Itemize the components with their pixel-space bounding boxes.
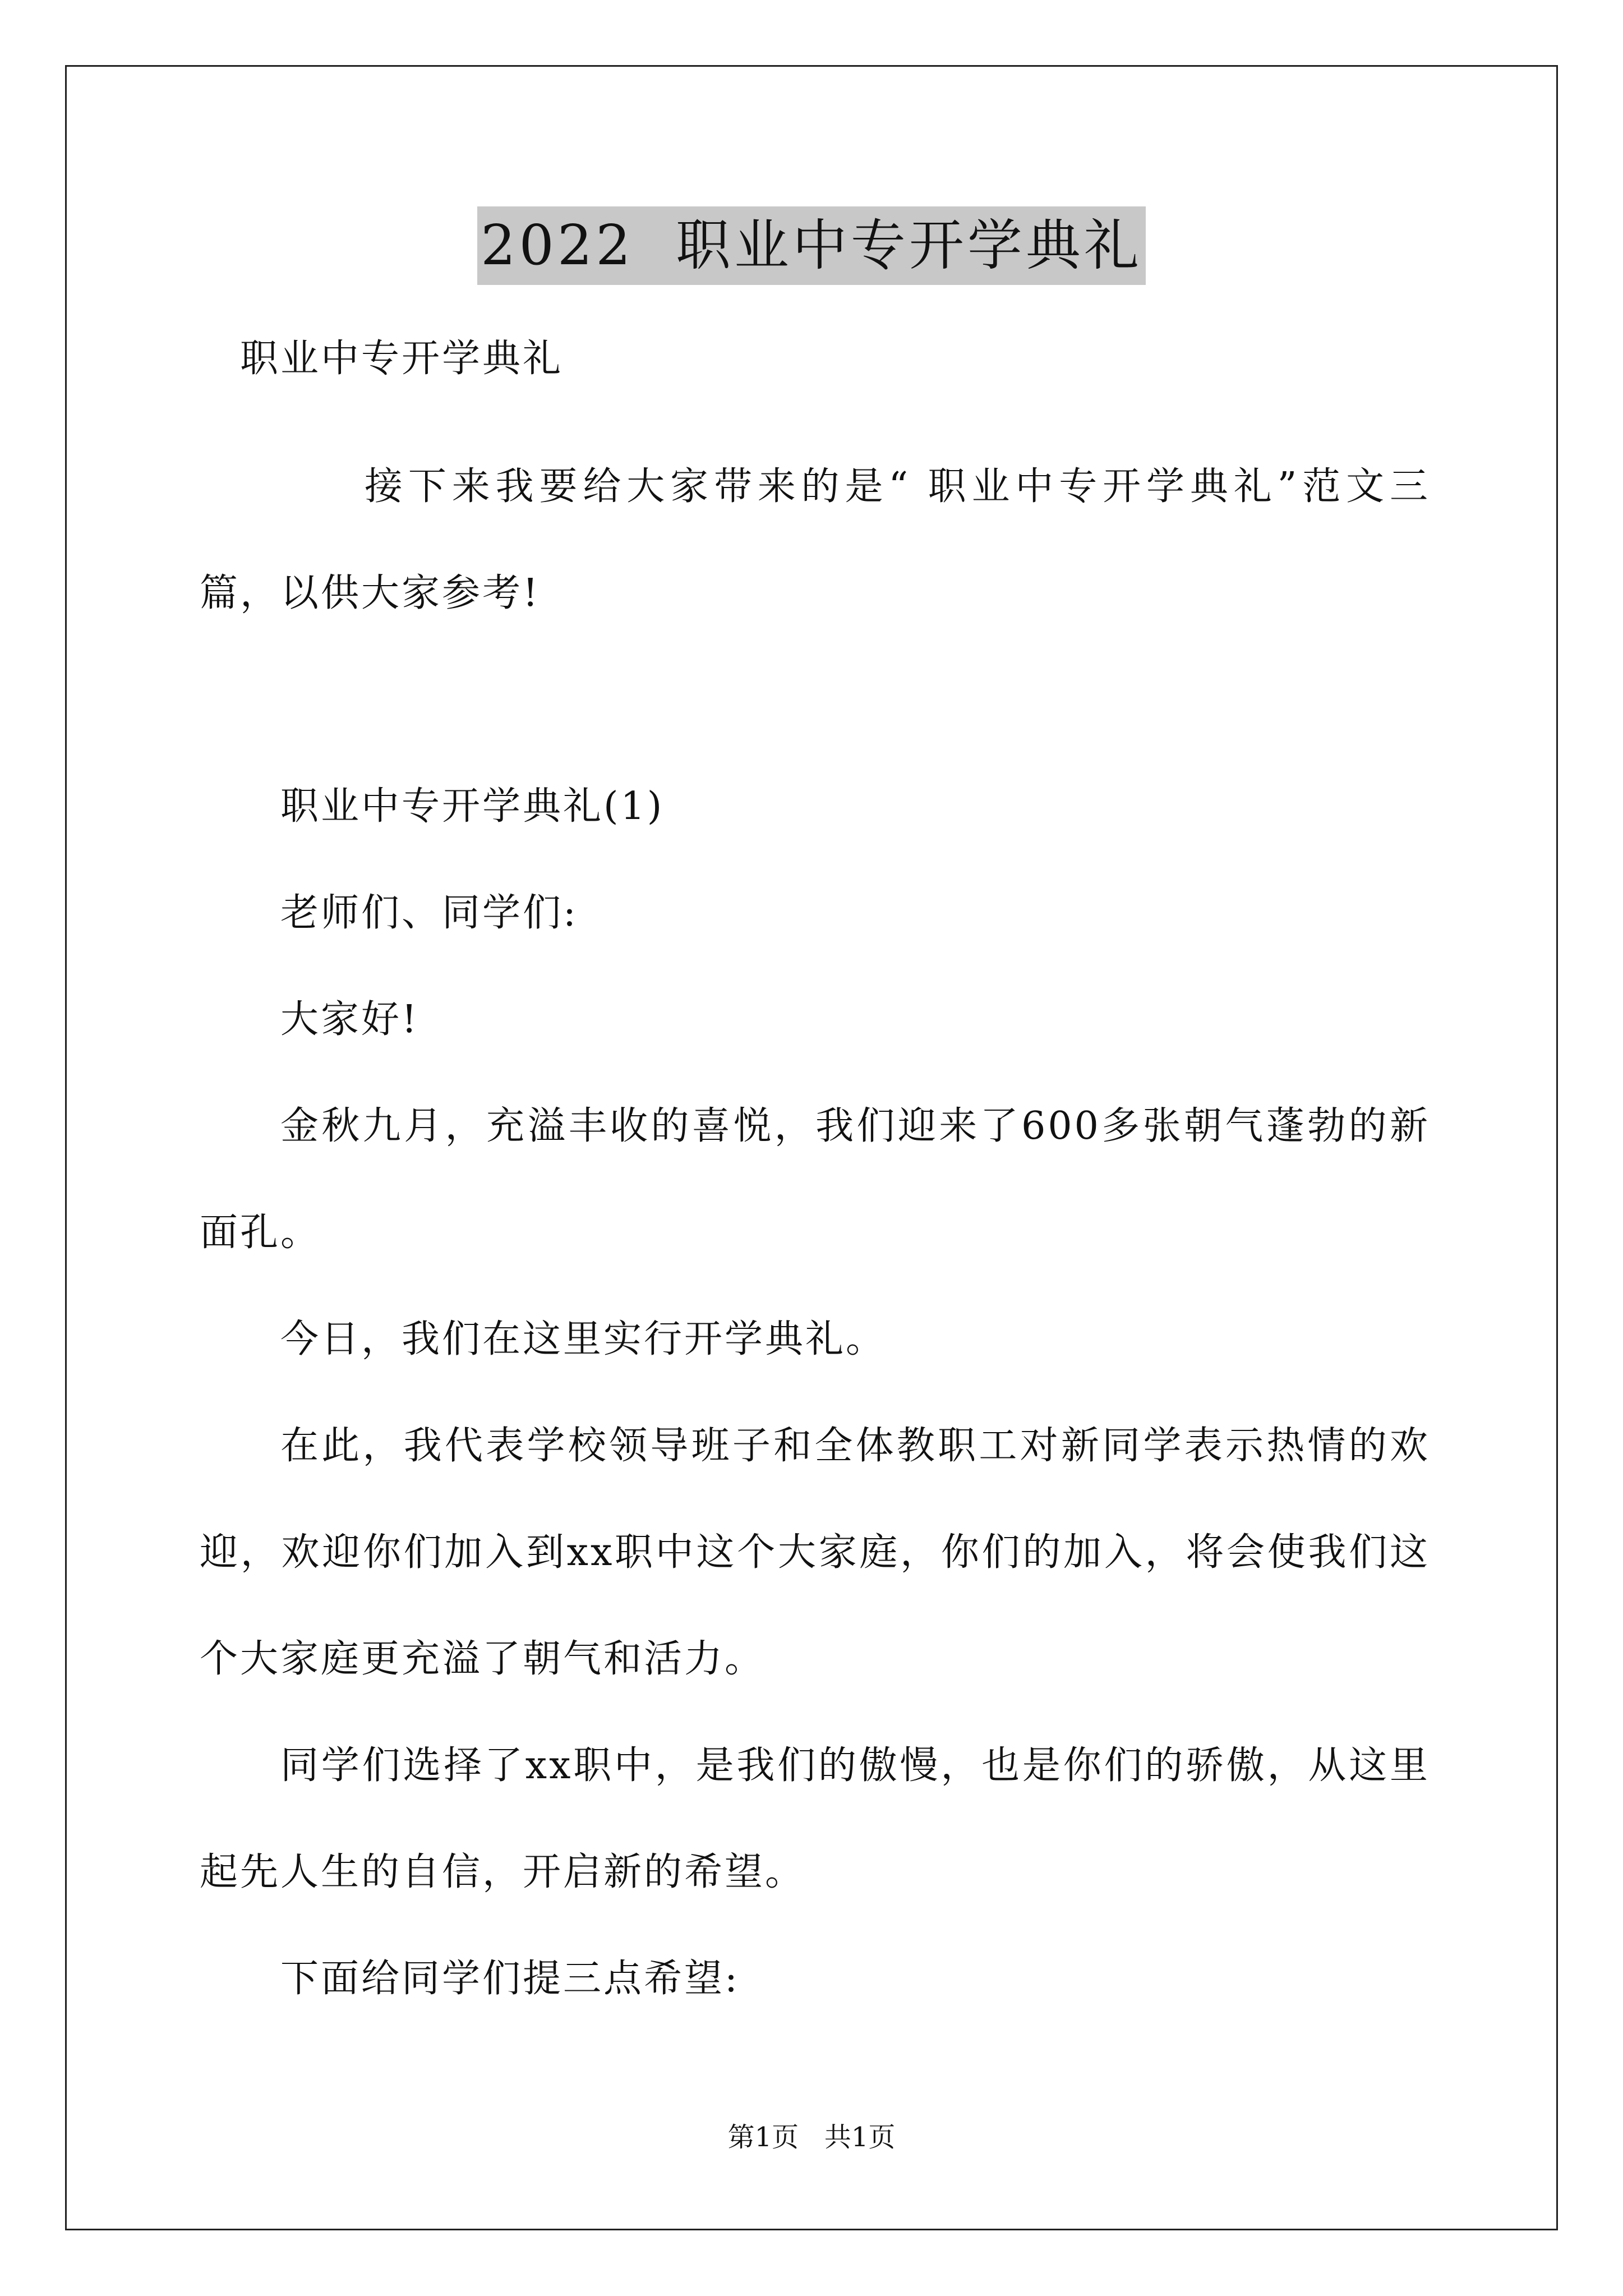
greeting: 大家好!: [280, 997, 419, 1042]
paragraph-3-line-1: 在此，我代表学校领导班子和全体教职工对新同学表示热情的欢: [280, 1424, 1430, 1468]
paragraph-3-line-2: 迎，欢迎你们加入到xx职中这个大家庭，你们的加入，将会使我们这: [200, 1530, 1430, 1575]
intro-line-2: 篇，以供大家参考!: [200, 571, 541, 615]
salutation: 老师们、同学们:: [280, 891, 578, 935]
paragraph-1-line-1: 金秋九月，充溢丰收的喜悦，我们迎来了600多张朝气蓬勃的新: [280, 1104, 1430, 1148]
paragraph-4-line-2: 起先人生的自信，开启新的希望。: [200, 1850, 806, 1894]
paragraph-2-line-1: 今日，我们在这里实行开学典礼。: [280, 1317, 887, 1361]
section-heading: 职业中专开学典礼(1): [280, 784, 665, 829]
page-footer: 第1页 共1页: [727, 2122, 896, 2153]
document-title: 2022 职业中专开学典礼: [477, 206, 1146, 285]
title-wrapper: [0, 206, 1623, 285]
subtitle: 职业中专开学典礼: [240, 337, 564, 381]
paragraph-1-line-2: 面孔。: [200, 1211, 321, 1255]
paragraph-5-line-1: 下面给同学们提三点希望:: [280, 1957, 740, 2001]
intro-line-1: 接下来我要给大家带来的是“ 职业中专开学典礼”范文三: [365, 464, 1430, 509]
paragraph-4-line-1: 同学们选择了xx职中，是我们的傲慢，也是你们的骄傲，从这里: [280, 1743, 1430, 1788]
paragraph-3-line-3: 个大家庭更充溢了朝气和活力。: [200, 1637, 766, 1681]
